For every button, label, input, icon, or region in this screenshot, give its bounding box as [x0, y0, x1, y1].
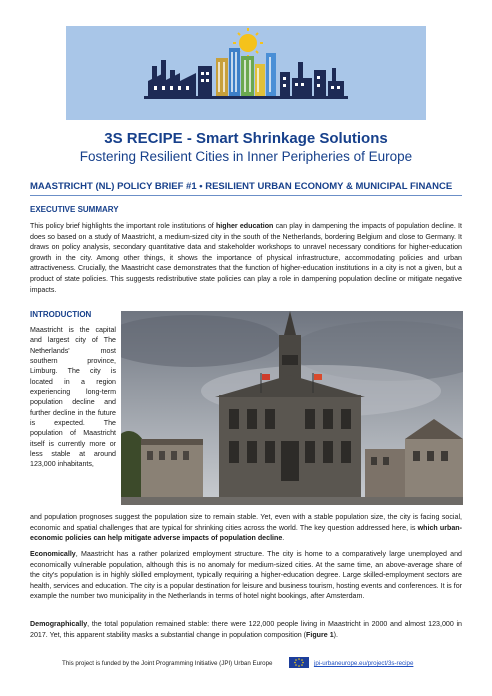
policy-brief-heading: MAASTRICHT (NL) POLICY BRIEF #1 • RESILIENT URBAN ECONOMY & MUNICIPAL FINANCE [30, 181, 453, 192]
executive-summary-text: This policy brief highlights the important role institutions of higher education can play in dampening the impacts of population decline. It does so based on a study of Maastricht, a medium-sized city in the south of the Netherlands, bordering Belgium and close to Germany. It draws on policy analysis, secondary quantitative data and stakeholder workshops to unravel necessary conditions for higher-education growth in the city. Among other things, it shows the importance of physical infrastructure, accommodating policies and urban attractiveness. Crucially, the Maastricht case demonstrates that the function of higher-education institutions in a city is not a given, but a product of state policies. This suggests redistributive state policies can play a role in dampening population decline or mitigate negative impacts. [30, 222, 462, 294]
city-towers-icon [216, 48, 276, 96]
factory-left-icon [148, 60, 212, 96]
factory-right-icon [280, 62, 344, 96]
document-subtitle: Fostering Resilient Cities in Inner Peripheries of Europe [79, 149, 413, 164]
introduction-heading: INTRODUCTION [30, 310, 92, 319]
introduction-left-column: Maastricht is the capital and largest city of The Netherlands' most southern province, Limburg. The city is located in a region experiencing long-term population decline and further decline in the future is expected. The population of Maastricht itself is currently more or less stable at around 123,000 inhabitants, [30, 326, 116, 469]
eu-flag-icon [289, 657, 309, 668]
project-link[interactable]: jpi-urbaneurope.eu/project/3s-recipe [314, 660, 414, 667]
header-banner-illustration [66, 26, 426, 120]
executive-summary-heading: EXECUTIVE SUMMARY [30, 205, 119, 214]
maastricht-city-hall-photo [121, 311, 463, 505]
document-title: 3S RECIPE - Smart Shrinkage Solutions [104, 130, 388, 147]
heading-divider [30, 195, 462, 196]
funding-statement: This project is funded by the Joint Programming Initiative (JPI) Urban Europe [62, 660, 273, 667]
introduction-continuation-text: and population prognoses suggest the population size to remain stable. Yet, even with a stable population size, the city is facing social, economic and spatial challenges that are typical for shrinking cities across the world. The key question addressed here, is which urban-economic policies can help mitigate adverse impacts of population decline. [30, 513, 462, 543]
economically-paragraph: Economically, Maastricht has a rather polarized employment structure. The city is home to a comparatively large unemployed and economically vulnerable population, although this is no anomaly for medium-sized cities. At the same time, an above-average share of the city's population is in highly skilled employment, typically requiring a higher-education degree. Large skilled-employment sectors are health, services and education. The city is a popular destination for leisure and business tourism, hosting events and conferences. It is for example the number two municipality in the Netherlands in terms of hotel night bookings, after Amsterdam. [30, 550, 462, 601]
demographically-paragraph: Demographically, the total population remained stable: there were 122,000 people living in Maastricht in 2000 and almost 123,000 in 2017. Yet, this apparent stability masks a substantial change in population composition (Figure 1). [30, 620, 462, 639]
